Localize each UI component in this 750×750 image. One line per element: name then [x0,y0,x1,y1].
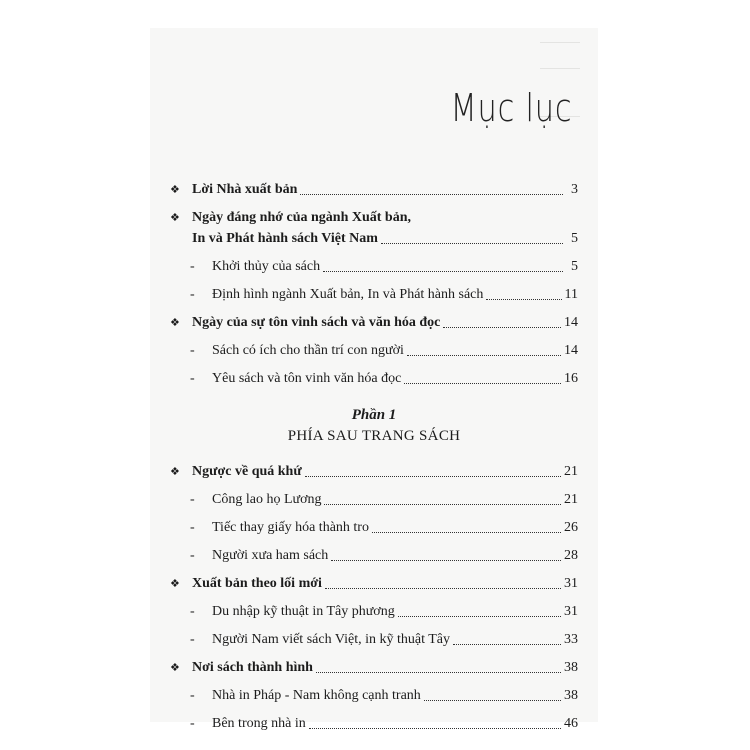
dot-leader [372,532,561,533]
part-label: Phần 1 [351,407,397,423]
diamond-fleuron-icon: ❖ [170,466,180,478]
toc-entry-main-line1[interactable] [170,210,578,226]
toc-page-number: 5 [571,259,578,274]
toc-page-number: 38 [564,688,578,703]
dot-leader [331,560,561,561]
toc-page-number: 5 [571,231,578,246]
dash-marker: - [190,492,195,507]
dot-leader [309,728,561,729]
bleed-through-line [540,42,580,43]
toc-entry-main[interactable] [170,464,578,480]
dash-marker: - [190,371,195,386]
dot-leader [424,700,561,701]
dot-leader [486,299,561,300]
toc-page-number: 28 [564,548,578,563]
toc-entry-label: Nhà in Pháp - Nam không cạnh tranh [212,688,421,703]
toc-entry-label: Xuất bản theo lối mới [192,576,322,591]
toc-entry-main[interactable] [170,315,578,331]
toc-entry-sub[interactable] [170,688,578,704]
toc-page-number: 26 [564,520,578,535]
toc-entry-label: Tiếc thay giấy hóa thành tro [212,520,369,535]
toc-entry-main[interactable] [170,231,578,247]
dash-marker: - [190,343,195,358]
toc-page-number: 11 [564,287,578,302]
toc-page-number: 21 [564,464,578,479]
toc-entry-label: Công lao họ Lương [212,492,322,507]
toc-page-number: 33 [564,632,578,647]
toc-entry-label: Ngược về quá khứ [192,464,302,479]
toc-entry-sub[interactable] [170,520,578,536]
toc-entry-label: Khởi thủy của sách [212,259,321,274]
toc-entry-sub[interactable] [170,371,578,387]
dot-leader [443,327,561,328]
toc-entry-label: Bên trong nhà in [212,716,306,731]
book-page [150,28,598,731]
dot-leader [407,355,561,356]
toc-page-number: 46 [564,716,578,731]
dash-marker: - [190,548,195,563]
toc-entry-label: Lời Nhà xuất bản [192,182,298,197]
dash-marker: - [190,287,195,302]
dot-leader [316,672,561,673]
toc-entry-main[interactable] [170,576,578,592]
toc-entry-label: Sách có ích cho thần trí con người [212,343,404,358]
toc-entry-label: Ngày đáng nhớ của ngành Xuất bản, [192,210,411,225]
toc-entry-sub[interactable] [170,548,578,564]
dot-leader [300,194,563,195]
part-title: PHÍA SAU TRANG SÁCH [287,428,461,444]
toc-page-number: 14 [564,315,578,330]
dot-leader [323,271,563,272]
diamond-fleuron-icon: ❖ [170,662,180,674]
toc-page-number: 14 [564,343,578,358]
toc-entry-label: Du nhập kỹ thuật in Tây phương [212,604,395,619]
toc-entry-label: In và Phát hành sách Việt Nam [192,231,378,246]
dot-leader [381,243,563,244]
toc-entry-main[interactable] [170,660,578,676]
toc-entry-sub[interactable] [170,604,578,620]
page-title: Mục lục [450,86,572,130]
diamond-fleuron-icon: ❖ [170,212,180,224]
toc-page-number: 21 [564,492,578,507]
toc-page-number: 31 [564,576,578,591]
diamond-fleuron-icon: ❖ [170,578,180,590]
toc-entry-label: Nơi sách thành hình [192,660,313,675]
toc-entry-sub[interactable] [170,343,578,359]
toc-entry-label: Yêu sách và tôn vinh văn hóa đọc [212,371,402,386]
toc-entry-sub[interactable] [170,716,578,732]
toc-entry-sub[interactable] [170,632,578,648]
dot-leader [404,383,561,384]
toc-entry-sub[interactable] [170,287,578,303]
bleed-through-line [540,68,580,69]
dash-marker: - [190,604,195,619]
diamond-fleuron-icon: ❖ [170,317,180,329]
toc-page-number: 3 [571,182,578,197]
dash-marker: - [190,688,195,703]
toc-entry-label: Người xưa ham sách [212,548,329,563]
toc-entry-main[interactable] [170,182,578,198]
dash-marker: - [190,716,195,731]
dot-leader [453,644,561,645]
diamond-fleuron-icon: ❖ [170,184,180,196]
dot-leader [324,504,561,505]
dash-marker: - [190,520,195,535]
dash-marker: - [190,259,195,274]
toc-page-number: 31 [564,604,578,619]
toc-entry-label: Người Nam viết sách Việt, in kỹ thuật Tây [212,632,450,647]
dash-marker: - [190,632,195,647]
toc-entry-sub[interactable] [170,492,578,508]
toc-page-number: 16 [564,371,578,386]
dot-leader [398,616,561,617]
toc-entry-label: Định hình ngành Xuất bản, In và Phát hành sách [212,287,484,302]
toc-page-number: 38 [564,660,578,675]
dot-leader [305,476,561,477]
toc-entry-sub[interactable] [170,259,578,275]
dot-leader [325,588,561,589]
toc-entry-label: Ngày của sự tôn vinh sách và văn hóa đọc [192,315,441,330]
